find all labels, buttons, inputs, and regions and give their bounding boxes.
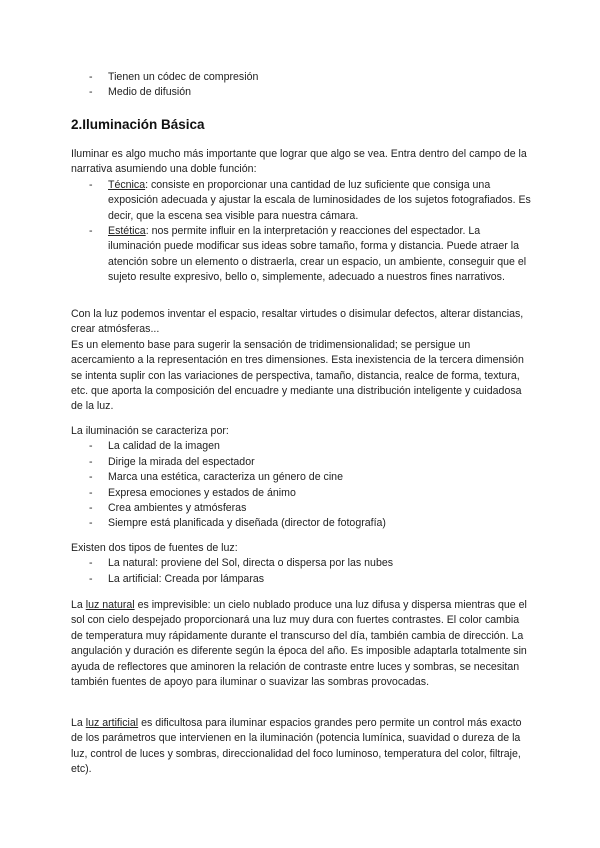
light-paragraphs [71, 307, 533, 415]
term-luz-artificial: luz artificial [85, 717, 139, 729]
characteristics-list [71, 439, 533, 531]
sources-block [71, 541, 533, 587]
list-item [71, 224, 533, 286]
natural-text: es imprevisible: un cielo nublado produce una luz difusa y dispersa mientras que el sol con cielo despejado proporcionará una luz muy dura con fuertes contrastes. El color cambia de temperatura muy rápidamente durante el transcurso del día, también cambia de dirección. La angulación y duración es diferente según la época del año. Es imposible adaptarla totalmente sin ayuda de reflectores que aminoren la relación de contraste entre luces y sombras, se necesitan también fuentes de apoyo para iluminar o suavizar las sombras provocadas. [71, 599, 527, 689]
natural-prefix: La [71, 599, 86, 611]
list-item: - Marca una estética, caracteriza un género de cine [71, 470, 533, 485]
artificial-text: es dificultosa para iluminar espacios grandes pero permite un control más exacto de los parámetros que intervienen en la iluminación (potencia lumínica, suavidad o dureza de la luz, control de luces y sombras, direccionalidad del foco luminoso, temperatura del color, filtraje, etc). [71, 717, 522, 776]
paragraph-luz-1: Con la luz podemos inventar el espacio, resaltar virtudes o disimular defectos, alterar distancias, crear atmósferas... [71, 308, 524, 336]
term-estetica: Estética [108, 225, 146, 238]
natural-light-paragraph [71, 598, 533, 690]
list-item: - Medio de difusión [71, 85, 533, 100]
list-item: - Dirige la mirada del espectador [71, 455, 533, 470]
functions-list [71, 178, 533, 286]
list-item: - Siempre está planificada y diseñada (director de fotografía) [71, 516, 533, 531]
section-heading: 2.Iluminación Básica [71, 117, 205, 132]
list-item: - La artificial: Creada por lámparas [71, 572, 533, 587]
intro-block [71, 147, 533, 286]
term-luz-natural: luz natural [85, 599, 135, 611]
characteristics-intro: La iluminación se caracteriza por: [71, 425, 229, 437]
list-item: - La calidad de la imagen [71, 439, 533, 454]
sources-list [71, 556, 533, 587]
characteristics-block [71, 424, 533, 532]
artificial-light-paragraph [71, 716, 533, 778]
list-item: - Crea ambientes y atmósferas [71, 501, 533, 516]
list-item: - Tienen un códec de compresión [71, 70, 533, 85]
list-item: - Expresa emociones y estados de ánimo [71, 486, 533, 501]
artificial-prefix: La [71, 717, 86, 729]
sources-intro: Existen dos tipos de fuentes de luz: [71, 542, 238, 554]
list-item [71, 178, 533, 224]
term-estetica-text: : nos permite influir en la interpretación y reacciones del espectador. La iluminación puede modificar sus ideas sobre tamaño, forma y distancia. Puede atraer la atención sobre un elemento o distraerla, crear un espacio, un ambiente, conseguir que el sujeto resulte expresivo, bello o, simplemente, adecuado a nuestros fines narrativos. [108, 225, 527, 284]
compression-list [71, 70, 533, 101]
intro-paragraph: Iluminar es algo mucho más importante que lograr que algo se vea. Entra dentro del campo de la narrativa asumiendo una doble función: [71, 148, 527, 176]
paragraph-luz-2: Es un elemento base para sugerir la sensación de tridimensionalidad; se persigue un acercamiento a la representación en tres dimensiones. Esta inexistencia de la tercera dimensión se intenta suplir con las variaciones de perspectiva, tamaño, distancia, realce de forma, textura, etc. que aporta la composición del encuadre y mediante una distribución inteligente y cuidadosa de la luz. [71, 338, 524, 413]
term-tecnica: Técnica [108, 178, 146, 191]
list-item: - La natural: proviene del Sol, directa o dispersa por las nubes [71, 556, 533, 571]
term-tecnica-text: : consiste en proporcionar una cantidad de luz suficiente que consiga una exposición adecuada y ajustar la escala de luminosidades de los sujetos fotografiados. Es decir, que la escena sea visible para nuestra cámara. [108, 178, 531, 222]
